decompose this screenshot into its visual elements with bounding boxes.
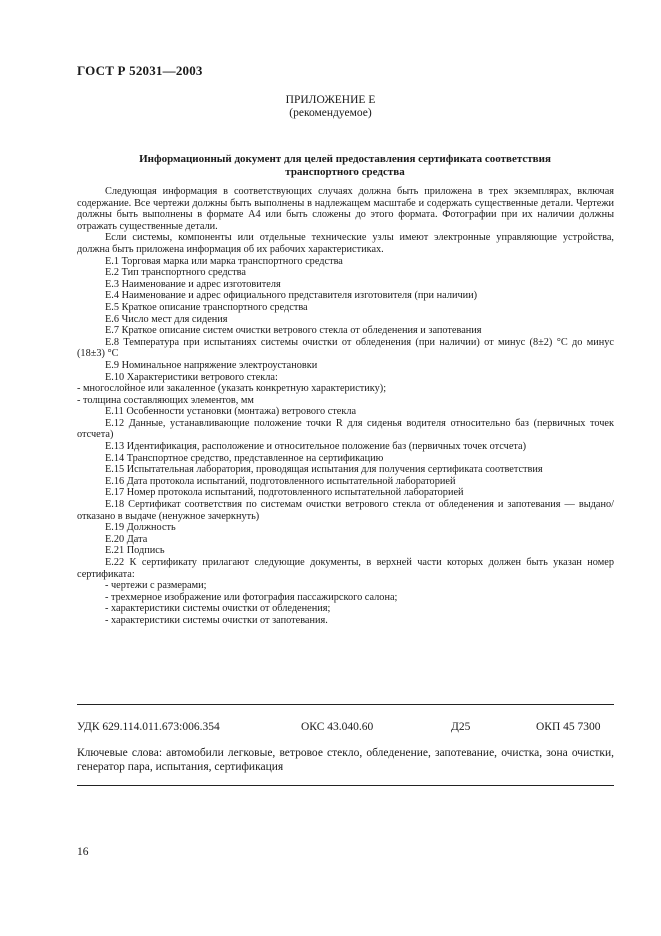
oks-code: ОКС 43.040.60 xyxy=(301,721,374,733)
list-item: Е.12 Данные, устанавливающие положение точки R для сиденья водителя относительно баз (первичных точек отсчета) xyxy=(77,417,614,441)
page-number: 16 xyxy=(77,846,89,858)
okp-code: ОКП 45 7300 xyxy=(536,721,601,733)
list-item: Е.1 Торговая марка или марка транспортного средства xyxy=(105,255,343,267)
list-item: Е.11 Особенности установки (монтажа) ветрового стекла xyxy=(105,406,357,418)
list-item: Е.8 Температура при испытаниях системы очистки от обледенения (при наличии) от минус (8±2) °С до минус (18±3) °С xyxy=(77,336,614,360)
list-sub-item: - толщина составляющих элементов, мм xyxy=(77,394,254,406)
list-item: Е.15 Испытательная лаборатория, проводящая испытания для получения сертификата соответствия xyxy=(105,464,543,476)
list-item: Е.14 Транспортное средство, представленное на сертификацию xyxy=(105,452,384,464)
intro-paragraph: Если системы, компоненты или отдельные технические узлы имеют электронные управляющие устройства, должна быть приложена информация об их рабочих характеристиках. xyxy=(77,232,614,255)
appendix-heading xyxy=(0,94,661,120)
list-sub-item: - многослойное или закаленное (указать конкретную характеристику); xyxy=(77,383,387,395)
footer-divider-top xyxy=(77,704,614,705)
udk-code: УДК 629.114.011.673:006.354 xyxy=(77,721,220,733)
list-sub-item: - характеристики системы очистки от запотевания. xyxy=(105,614,328,626)
d-code: Д25 xyxy=(451,721,471,733)
list-item: Е.3 Наименование и адрес изготовителя xyxy=(105,278,281,290)
list-sub-item: - чертежи с размерами; xyxy=(105,580,207,592)
list-item: Е.7 Краткое описание систем очистки ветрового стекла от обледенения и запотевания xyxy=(105,325,482,337)
document-body xyxy=(77,186,614,627)
list-item: Е.2 Тип транспортного средства xyxy=(105,267,246,279)
list-item: Е.17 Номер протокола испытаний, подготовленного испытательной лабораторией xyxy=(105,487,464,499)
list-sub-item: - трехмерное изображение или фотография пассажирского салона; xyxy=(105,591,398,603)
document-title: Информационный документ для целей предоставления сертификата соответствия транспортного средства xyxy=(139,153,551,178)
standard-code: ГОСТ Р 52031—2003 xyxy=(77,63,203,78)
list-item: Е.22 К сертификату прилагают следующие документы, в верхней части которых должен быть указан номер сертификата: xyxy=(77,557,614,580)
list-item: Е.6 Число мест для сидения xyxy=(105,313,228,325)
list-item: Е.4 Наименование и адрес официального представителя изготовителя (при наличии) xyxy=(105,290,478,302)
list-item: Е.20 Дата xyxy=(105,533,148,545)
appendix-title: ПРИЛОЖЕНИЕ Е xyxy=(285,94,376,106)
list-sub-item: - характеристики системы очистки от обледенения; xyxy=(105,603,331,615)
list-item: Е.9 Номинальное напряжение электроустановки xyxy=(105,359,318,371)
keywords: Ключевые слова: автомобили легковые, ветровое стекло, обледенение, запотевание, очистка, зона очистки, генератор пара, испытания, сертификация xyxy=(77,747,614,773)
list-item: Е.10 Характеристики ветрового стекла: xyxy=(105,371,278,383)
footer-divider-bottom xyxy=(77,785,614,786)
list-item: Е.18 Сертификат соответствия по системам очистки ветрового стекла от обледенения и запотевания — выдано/отказано в выдаче (ненужное зачеркнуть) xyxy=(77,499,614,522)
list-item: Е.16 Дата протокола испытаний, подготовленного испытательной лабораторией xyxy=(105,475,456,487)
list-item: Е.19 Должность xyxy=(105,522,176,534)
intro-paragraph: Следующая информация в соответствующих случаях должна быть приложена в трех экземплярах, включая содержание. Все чертежи должны быть выполнены в надлежащем масштабе и содержать существенные детали. Чертежи должны быть выполнены в формате А4 или быть сложены до этого формата. Фотографии при их наличии должны отражать существенные детали. xyxy=(77,186,614,232)
list-item: Е.5 Краткое описание транспортного средства xyxy=(105,301,308,313)
list-item: Е.21 Подпись xyxy=(105,545,165,557)
list-item: Е.13 Идентификация, расположение и относительное положение баз (первичных точек отсчета) xyxy=(105,441,527,453)
appendix-subtitle: (рекомендуемое) xyxy=(289,107,372,119)
